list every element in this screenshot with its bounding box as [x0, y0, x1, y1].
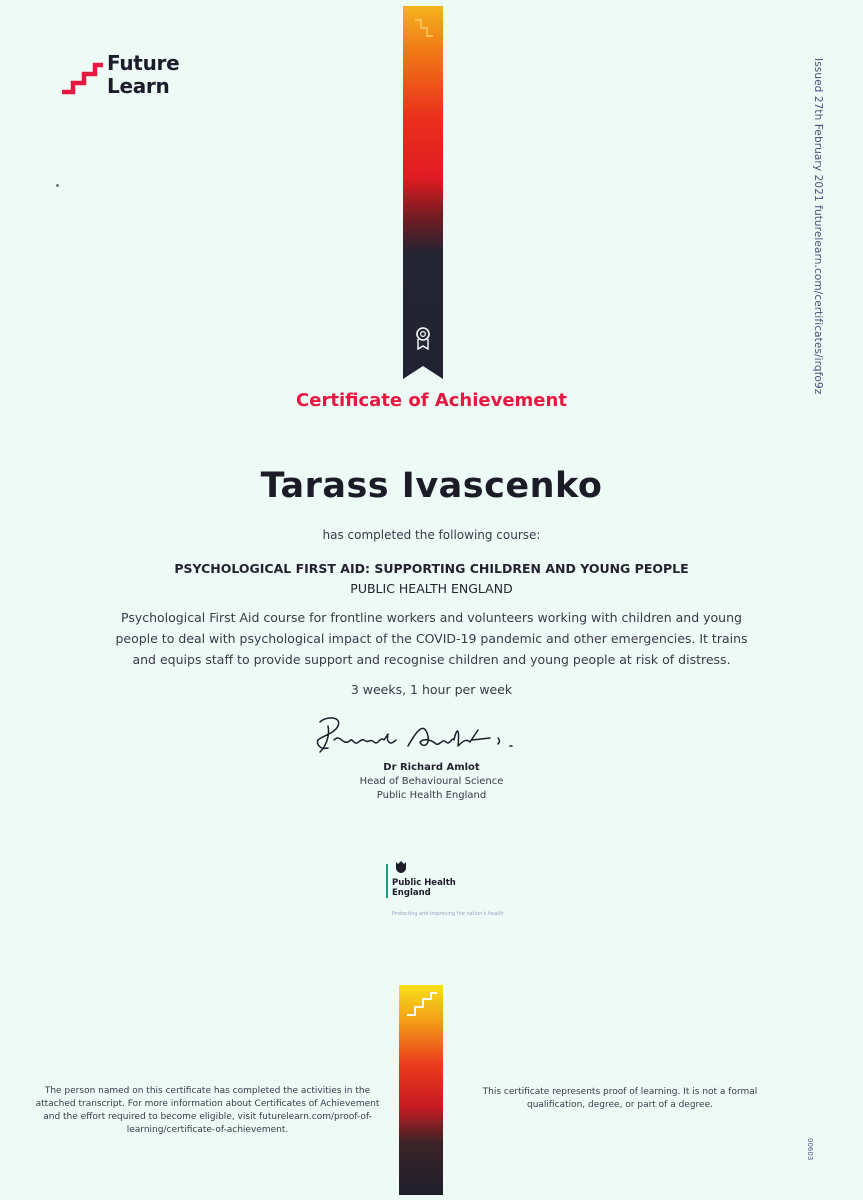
bottom-ribbon	[399, 985, 443, 1195]
stray-mark	[56, 184, 59, 187]
signer-organisation: Public Health England	[376, 790, 487, 801]
phe-strapline: Protecting and improving the nation's health	[392, 911, 504, 917]
signature-image	[312, 712, 537, 760]
logo-text	[107, 52, 179, 98]
course-organisation: PUBLIC HEALTH ENGLAND	[350, 581, 513, 596]
footer-left-note: The person named on this certificate has completed the activities in the attached transcript. For more information about Certificates of Achievement and the effort required to become eligible, visit futurelearn.com/proof-of-learning/certificate-of-achievement.	[35, 1086, 380, 1135]
course-duration: 3 weeks, 1 hour per week	[350, 682, 513, 697]
completed-text: has completed the following course:	[322, 528, 541, 542]
phe-logo	[386, 860, 504, 930]
logo-line1: Future	[107, 51, 180, 75]
course-title: PSYCHOLOGICAL FIRST AID: SUPPORTING CHILDREN AND YOUNG PEOPLE	[174, 561, 689, 576]
signer-name: Dr Richard Amlot	[383, 762, 480, 773]
phe-line2: England	[392, 887, 431, 898]
royal-crest-icon	[393, 860, 409, 874]
stairs-icon	[60, 56, 104, 96]
logo-line2: Learn	[107, 74, 170, 98]
phe-line1: Public Health	[392, 878, 456, 888]
recipient-name: Tarass Ivascenko	[260, 466, 603, 506]
footer-right-note: This certificate represents proof of learning. It is not a formal qualification, degree, or part of a degree.	[482, 1087, 758, 1110]
phe-logo-bar	[386, 864, 388, 898]
ribbon-banner	[403, 6, 443, 379]
serial-number: 00603	[806, 1138, 814, 1161]
certificate-title: Certificate of Achievement	[296, 390, 567, 411]
phe-logo-text	[392, 879, 456, 898]
course-description: Psychological First Aid course for frontline workers and volunteers working with children and young people to deal with psychological impact of the COVID-19 pandemic and other emergencies. It trains and equips staff to provide support and recognise children and young people at risk of distress.	[115, 610, 748, 667]
futurelearn-logo	[60, 52, 200, 102]
issued-info: Issued 27th February 2021 futurelearn.com/certificates/irqfo9z	[812, 58, 824, 395]
signer-title: Head of Behavioural Science	[359, 776, 504, 787]
